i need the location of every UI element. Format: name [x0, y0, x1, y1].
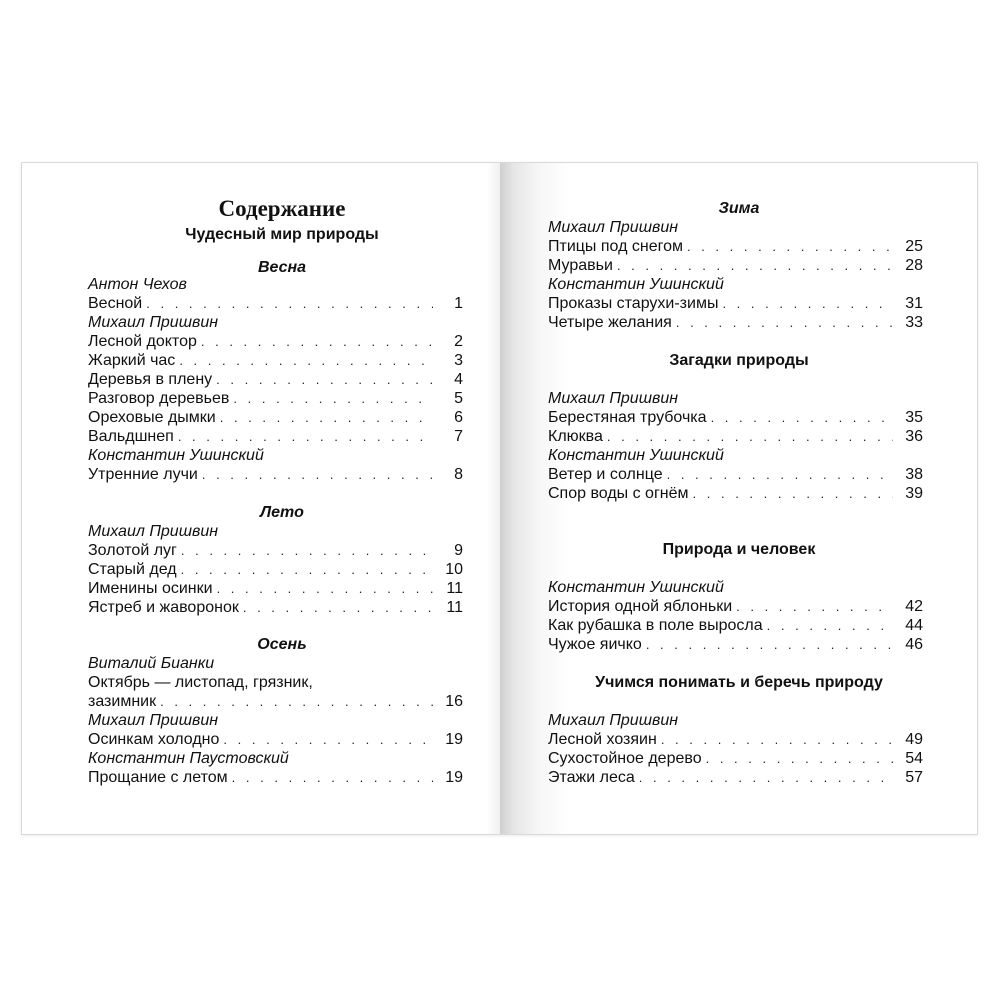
section-heading-riddles: Загадки природы	[669, 352, 809, 369]
section-heading-learn: Учимся понимать и беречь природу	[595, 674, 883, 691]
dot-leader	[243, 600, 433, 615]
entry-title: Деревья в плену	[88, 371, 213, 388]
entry-title: История одной яблоньки	[548, 598, 733, 615]
entry-page: 46	[905, 636, 923, 653]
entry-title: Разговор деревьев	[88, 390, 230, 407]
entry-page: 7	[454, 428, 463, 445]
entry-title: Клюква	[548, 428, 603, 445]
entry-page: 4	[454, 371, 463, 388]
entry-page: 44	[905, 617, 923, 634]
author-name: Антон Чехов	[88, 276, 187, 293]
entry-page: 16	[445, 693, 463, 710]
entry-title: Вальдшнеп	[88, 428, 174, 445]
dot-leader	[232, 770, 433, 785]
dot-leader	[646, 637, 893, 652]
section-heading-nature-man: Природа и человек	[662, 541, 816, 558]
entry-page: 54	[905, 750, 923, 767]
toc-entry[interactable]	[548, 769, 923, 789]
entry-title: Весной	[88, 295, 143, 312]
toc-entry[interactable]	[88, 466, 463, 486]
dot-leader	[220, 410, 433, 425]
dot-leader	[711, 410, 893, 425]
dot-leader	[687, 239, 893, 254]
entry-page: 5	[454, 390, 463, 407]
toc-entry[interactable]	[88, 295, 463, 315]
entry-title: Как рубашка в поле выросла	[548, 617, 763, 634]
entry-page: 35	[905, 409, 923, 426]
dot-leader	[607, 429, 893, 444]
entry-page: 19	[445, 731, 463, 748]
toc-entry[interactable]	[548, 731, 923, 751]
entry-title: Берестяная трубочка	[548, 409, 707, 426]
author-name: Константин Ушинский	[548, 276, 724, 293]
entry-page: 36	[905, 428, 923, 445]
author-name: Константин Паустовский	[88, 750, 289, 767]
author-name: Константин Ушинский	[548, 447, 724, 464]
dot-leader	[767, 618, 893, 633]
dot-leader	[667, 467, 893, 482]
gutter-shadow	[486, 163, 500, 834]
toc-entry[interactable]	[548, 314, 923, 334]
toc-entry[interactable]	[88, 580, 463, 600]
section-heading-spring: Весна	[257, 259, 307, 276]
entry-title-line[interactable]: Октябрь — листопад, грязник,	[88, 674, 313, 691]
entry-title: Ветер и солнце	[548, 466, 663, 483]
author-name: Константин Ушинский	[88, 447, 264, 464]
dot-leader	[160, 694, 433, 709]
dot-leader	[639, 770, 893, 785]
author-name: Михаил Пришвин	[88, 712, 219, 729]
toc-entry[interactable]	[548, 257, 923, 277]
author-name: Виталий Бианки	[88, 655, 215, 672]
entry-title: Сухостойное дерево	[548, 750, 702, 767]
entry-page: 57	[905, 769, 923, 786]
entry-page: 49	[905, 731, 923, 748]
entry-title: Лесной доктор	[88, 333, 197, 350]
entry-title: Муравьи	[548, 257, 613, 274]
entry-title: Осинкам холодно	[88, 731, 220, 748]
dot-leader	[201, 334, 433, 349]
dot-leader	[617, 258, 893, 273]
dot-leader	[223, 732, 433, 747]
toc-entry[interactable]	[548, 428, 923, 448]
entry-title: Золотой луг	[88, 542, 177, 559]
entry-title: Утренние лучи	[88, 466, 198, 483]
dot-leader	[202, 467, 433, 482]
entry-page: 11	[446, 580, 463, 597]
entry-page: 19	[445, 769, 463, 786]
entry-page: 11	[446, 599, 463, 616]
toc-entry[interactable]	[548, 238, 923, 258]
section-heading-autumn: Осень	[257, 636, 307, 653]
toc-entry[interactable]	[88, 333, 463, 353]
entry-page: 1	[454, 295, 463, 312]
toc-entry[interactable]	[88, 390, 463, 410]
dot-leader	[146, 296, 433, 311]
dot-leader	[179, 353, 433, 368]
entry-page: 31	[905, 295, 923, 312]
section-heading-summer: Лето	[260, 504, 304, 521]
entry-page: 39	[905, 485, 923, 502]
toc-entry[interactable]	[548, 598, 923, 618]
entry-title: зазимник	[88, 693, 157, 710]
entry-page: 3	[454, 352, 463, 369]
author-name: Михаил Пришвин	[548, 390, 679, 407]
entry-title: Старый дед	[88, 561, 177, 578]
right-page	[500, 163, 977, 834]
dot-leader	[216, 372, 433, 387]
toc-entry[interactable]	[548, 750, 923, 770]
entry-title: Проказы старухи-зимы	[548, 295, 719, 312]
entry-page: 2	[454, 333, 463, 350]
toc-entry[interactable]	[88, 371, 463, 391]
entry-title: Ореховые дымки	[88, 409, 216, 426]
entry-title: Чужое яичко	[548, 636, 642, 653]
toc-entry[interactable]	[548, 295, 923, 315]
entry-title: Птицы под снегом	[548, 238, 683, 255]
toc-entry[interactable]	[88, 599, 463, 619]
toc-entry[interactable]	[548, 409, 923, 429]
entry-title: Прощание с летом	[88, 769, 228, 786]
entry-page: 28	[905, 257, 923, 274]
dot-leader	[178, 429, 433, 444]
entry-page: 8	[454, 466, 463, 483]
toc-entry[interactable]	[548, 617, 923, 637]
author-name: Михаил Пришвин	[88, 523, 219, 540]
toc-entry[interactable]	[88, 693, 463, 713]
dot-leader	[706, 751, 893, 766]
entry-page: 10	[445, 561, 463, 578]
dot-leader	[233, 391, 433, 406]
dot-leader	[722, 296, 893, 311]
entry-page: 9	[454, 542, 463, 559]
section-heading-winter: Зима	[718, 200, 760, 217]
entry-title: Четыре желания	[548, 314, 672, 331]
entry-page: 25	[905, 238, 923, 255]
author-name: Михаил Пришвин	[548, 219, 679, 236]
left-page	[22, 163, 500, 834]
dot-leader	[676, 315, 893, 330]
dot-leader	[693, 486, 893, 501]
entry-page: 38	[905, 466, 923, 483]
author-name: Михаил Пришвин	[88, 314, 219, 331]
author-name: Михаил Пришвин	[548, 712, 679, 729]
toc-entry[interactable]	[88, 409, 463, 429]
toc-entry[interactable]	[88, 428, 463, 448]
toc-entry[interactable]	[548, 636, 923, 656]
toc-entry[interactable]	[548, 485, 923, 505]
book-spread	[21, 162, 978, 835]
toc-entry[interactable]	[88, 731, 463, 751]
toc-entry[interactable]	[88, 769, 463, 789]
book-subtitle: Чудесный мир природы	[185, 226, 379, 243]
entry-title: Лесной хозяин	[548, 731, 657, 748]
toc-entry[interactable]	[548, 466, 923, 486]
entry-page: 33	[905, 314, 923, 331]
dot-leader	[217, 581, 433, 596]
dot-leader	[181, 562, 433, 577]
page-title: Содержание	[218, 196, 346, 221]
author-name: Константин Ушинский	[548, 579, 724, 596]
toc-entry[interactable]	[88, 561, 463, 581]
entry-title: Спор воды с огнём	[548, 485, 689, 502]
dot-leader	[661, 732, 893, 747]
toc-entry[interactable]	[88, 542, 463, 562]
entry-page: 42	[905, 598, 923, 615]
entry-page: 6	[454, 409, 463, 426]
entry-title: Именины осинки	[88, 580, 213, 597]
entry-title: Ястреб и жаворонок	[88, 599, 239, 616]
entry-title: Этажи леса	[548, 769, 635, 786]
dot-leader	[181, 543, 433, 558]
entry-title: Жаркий час	[88, 352, 176, 369]
dot-leader	[736, 599, 893, 614]
toc-entry[interactable]	[88, 352, 463, 372]
